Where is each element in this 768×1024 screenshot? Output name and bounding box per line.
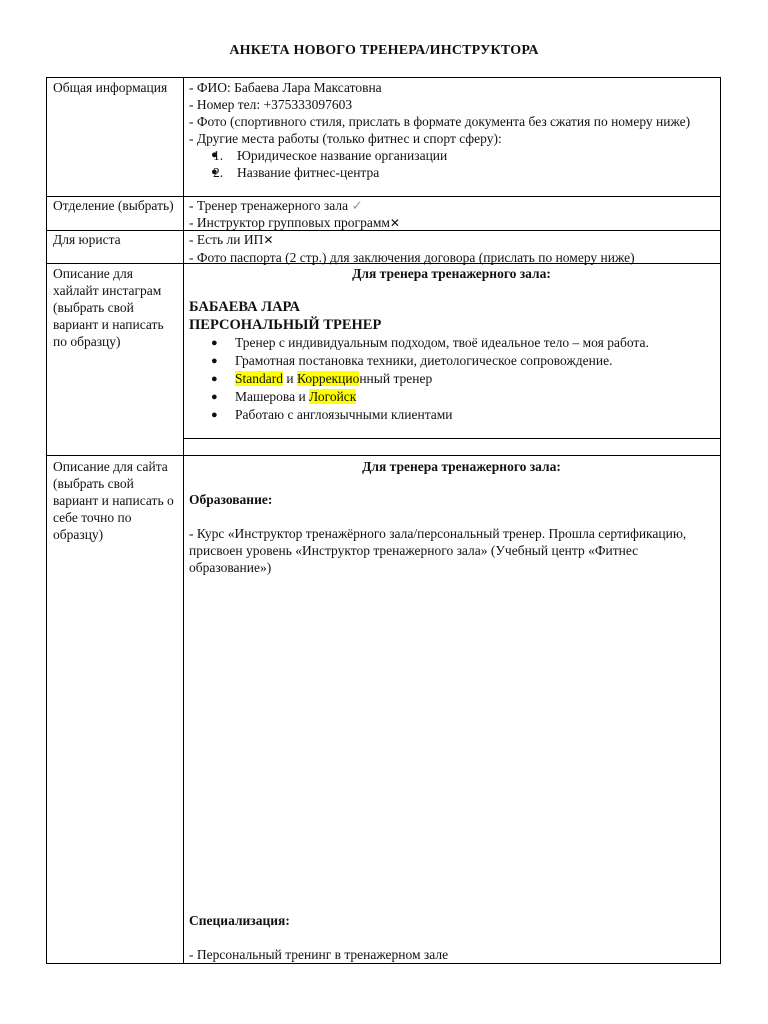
document-title: АНКЕТА НОВОГО ТРЕНЕРА/ИНСТРУКТОРА — [229, 43, 539, 58]
passport-line: - Фото паспорта (2 стр.) для заключения договора (прислать по номеру ниже) — [189, 250, 635, 265]
department-content — [189, 197, 714, 232]
list-item: ● Машерова и Логойск — [189, 388, 717, 406]
trainer-role: ПЕРСОНАЛЬНЫЙ ТРЕНЕР — [189, 317, 382, 333]
site-label: Описание для сайта (выбрать свой вариант и написать о себе точно по образцу) — [53, 459, 174, 542]
general-info-label: Общая информация — [53, 80, 168, 95]
ip-line: - Есть ли ИП✕ — [189, 232, 274, 247]
check-icon: ✓ — [351, 198, 363, 213]
cross-icon: ✕ — [389, 216, 400, 230]
cross-icon: ✕ — [263, 233, 274, 247]
specialization-title: Специализация: — [189, 913, 290, 928]
site-heading: Для тренера тренажерного зала: — [362, 459, 561, 474]
general-info-content — [189, 79, 714, 181]
name-line: - ФИО: Бабаева Лара Максатовна — [189, 80, 382, 95]
department-label: Отделение (выбрать) — [53, 198, 174, 213]
highlight-heading: Для тренера тренажерного зала: — [352, 266, 551, 281]
department-option-gym: - Тренер тренажерного зала ✓ — [189, 198, 363, 213]
other-jobs-list — [189, 147, 714, 181]
list-item: ● Грамотная постановка техники, диетологическое сопровождение. — [189, 352, 717, 370]
list-item: ● Standard и Коррекционный тренер — [189, 370, 717, 388]
list-item: ● Работаю с англоязычными клиентами — [189, 406, 717, 424]
trainer-name: БАБАЕВА ЛАРА — [189, 299, 301, 315]
other-jobs-line: - Другие места работы (только фитнес и спорт сферу): — [189, 131, 502, 146]
education-title: Образование: — [189, 492, 273, 507]
specialization-text: - Персональный тренинг в тренажерном зале — [189, 947, 449, 962]
highlight-bullets — [189, 334, 717, 424]
site-content — [189, 458, 717, 576]
list-item: ● 2. Название фитнес-центра — [189, 164, 714, 181]
list-item: ● 1. Юридическое название организации — [189, 147, 714, 164]
education-text: - Курс «Инструктор тренажёрного зала/персональный тренер. Прошла сертификацию, присвоен уровень «Инструктор тренажерного зала» (Учебный центр «Фитнес образование») — [189, 526, 687, 575]
phone-line: - Номер тел: +375333097603 — [189, 97, 353, 112]
highlight-content — [189, 265, 717, 424]
highlight-label: Описание для хайлайт инстаграм (выбрать свой вариант и написать по образцу) — [53, 266, 164, 349]
photo-line: - Фото (спортивного стиля, прислать в формате документа без сжатия по номеру ниже) — [189, 114, 691, 129]
list-item: ● Тренер с индивидуальным подходом, твоё идеальное тело – моя работа. — [189, 334, 717, 352]
lawyer-label: Для юриста — [53, 232, 121, 247]
lawyer-content — [189, 231, 717, 266]
department-option-group: - Инструктор групповых программ✕ — [189, 215, 400, 230]
